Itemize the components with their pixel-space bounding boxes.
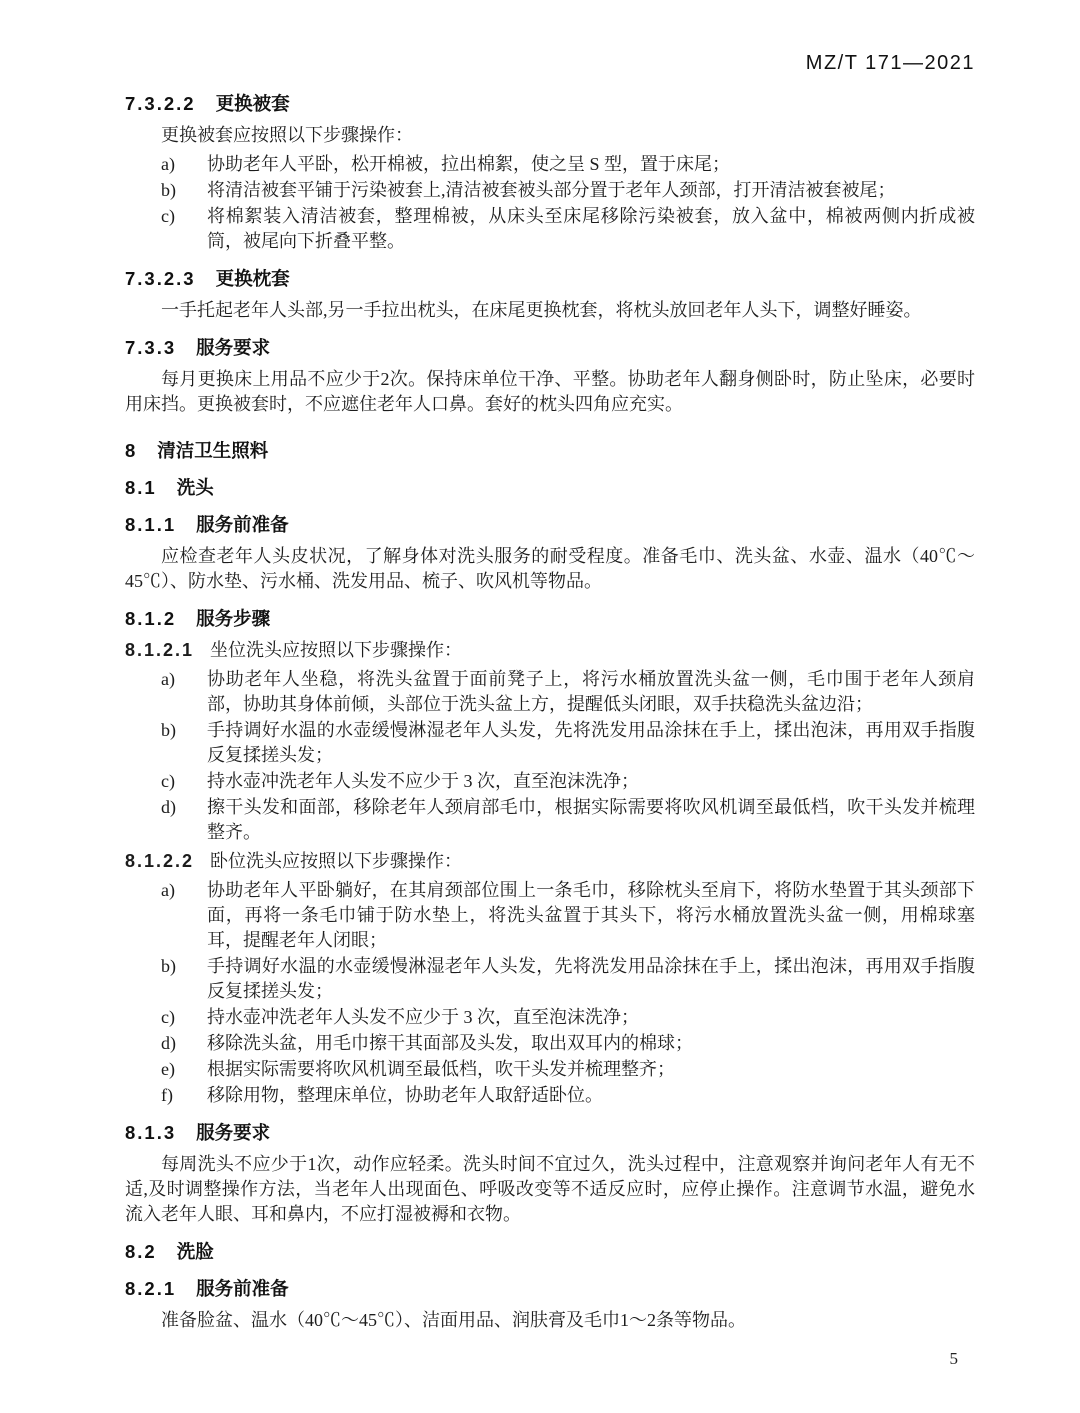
list-item-label: b) [161,720,176,740]
body-paragraph: 一手托起老年人头部,另一手拉出枕头，在床尾更换枕套，将枕头放回老年人头下，调整好睡姿。 [161,300,922,320]
body-paragraph: 准备脸盆、温水（40℃～45℃）、洁面用品、润肤膏及毛巾1～2条等物品。 [161,1310,746,1330]
section-heading [125,1276,975,1301]
heading-title: 洗头 [176,477,214,498]
list-item-label: b) [161,956,176,976]
heading-number: 8.2.1 [125,1278,177,1299]
list-item [125,178,975,203]
list-item-text: 协助老年人平卧，松开棉被，拉出棉絮，使之呈 S 型，置于床尾； [207,154,731,174]
body-paragraph: 每周洗头不应少于1次，动作应轻柔。洗头时间不宜过久，洗头过程中，注意观察并询问老年人有无不适,及时调整操作方法，当老年人出现面色、呼吸改变等不适反应时，应停止操作。注意调节水温，避免水流入老年人眼、耳和鼻内，不应打湿被褥和衣物。 [125,1154,975,1224]
list-item [125,718,975,768]
body-paragraph: 应检查老年人头皮状况，了解身体对洗头服务的耐受程度。准备毛巾、洗头盆、水壶、温水（40℃～45℃）、防水垫、污水桶、洗发用品、梳子、吹风机等物品。 [125,546,975,591]
heading-title: 更换被套 [215,93,290,114]
list-item-label: d) [161,1033,176,1053]
list-item-label: c) [161,206,175,226]
list-item-text: 协助老年人平卧躺好，在其肩颈部位围上一条毛巾，移除枕头至肩下，将防水垫置于其头颈部下面，再将一条毛巾铺于防水垫上，将洗头盆置于其头下，将污水桶放置洗头盆一侧，用棉球塞耳，提醒老年人闭眼； [207,880,975,950]
list-item-text: 持水壶冲洗老年人头发不应少于 3 次，直至泡沫洗净； [207,771,639,791]
list-item-text: 根据实际需要将吹风机调至最低档，吹干头发并梳理整齐； [207,1059,675,1079]
section-heading [125,335,975,360]
heading-title: 服务步骤 [196,608,271,629]
list-item [125,795,975,845]
clause-number: 8.1.2.1 [125,640,195,660]
heading-number: 8 [125,440,138,461]
heading-title: 服务要求 [196,1122,271,1143]
list-item [125,954,975,1004]
list-item-label: a) [161,669,175,689]
clause-paragraph [125,638,975,663]
heading-title: 更换枕套 [215,268,290,289]
heading-number: 8.1 [125,477,157,498]
heading-title: 洗脸 [176,1241,214,1262]
list-item [125,1005,975,1030]
document-content [0,75,1080,1333]
list-item-label: c) [161,1007,175,1027]
list-item [125,1057,975,1082]
section-heading [125,91,975,116]
list-item-label: d) [161,797,176,817]
list-item [125,1083,975,1108]
clause-text: 卧位洗头应按照以下步骤操作： [210,851,463,871]
list-item [125,152,975,177]
heading-title: 清洁卫生照料 [157,440,269,461]
list-item-label: e) [161,1059,175,1079]
heading-number: 7.3.3 [125,337,177,358]
list-item-text: 擦干头发和面部，移除老年人颈肩部毛巾，根据实际需要将吹风机调至最低档，吹干头发并梳理整齐。 [207,797,975,842]
section-heading [125,475,975,500]
list-item-text: 移除洗头盆，用毛巾擦干其面部及头发，取出双耳内的棉球； [207,1033,693,1053]
clause-number: 8.1.2.2 [125,851,195,871]
section-heading [125,1239,975,1264]
list-item-text: 将清洁被套平铺于污染被套上,清洁被套被头部分置于老年人颈部，打开清洁被套被尾； [207,180,896,200]
body-paragraph: 每月更换床上用品不应少于2次。保持床单位干净、平整。协助老年人翻身侧卧时，防止坠床，必要时用床挡。更换被套时，不应遮住老年人口鼻。套好的枕头四角应充实。 [125,369,975,414]
list-item [125,769,975,794]
heading-number: 7.3.2.3 [125,268,196,289]
section-heading [125,512,975,537]
heading-title: 服务前准备 [196,514,289,535]
list-item-label: b) [161,180,176,200]
page-number: 5 [949,1349,958,1368]
section-heading [125,1120,975,1145]
list-item-label: a) [161,154,175,174]
heading-number: 8.2 [125,1241,157,1262]
list-item-text: 持水壶冲洗老年人头发不应少于 3 次，直至泡沫洗净； [207,1007,639,1027]
heading-title: 服务要求 [196,337,271,358]
standard-code: MZ/T 171—2021 [805,52,975,74]
list-item [125,667,975,717]
clause-text: 坐位洗头应按照以下步骤操作： [210,640,463,660]
section-heading [125,606,975,631]
heading-title: 服务前准备 [196,1278,289,1299]
list-item [125,1031,975,1056]
list-item [125,204,975,254]
list-item-text: 手持调好水温的水壶缓慢淋湿老年人头发，先将洗发用品涂抹在手上，揉出泡沫，再用双手指腹反复揉搓头发； [207,720,975,765]
clause-paragraph [125,849,975,874]
heading-number: 8.1.2 [125,608,177,629]
list-item-text: 手持调好水温的水壶缓慢淋湿老年人头发，先将洗发用品涂抹在手上，揉出泡沫，再用双手指腹反复揉搓头发； [207,956,975,1001]
heading-number: 8.1.3 [125,1122,177,1143]
list-item-text: 协助老年人坐稳，将洗头盆置于面前凳子上，将污水桶放置洗头盆一侧，毛巾围于老年人颈肩部，协助其身体前倾，头部位于洗头盆上方，提醒低头闭眼，双手扶稳洗头盆边沿； [207,669,975,714]
body-paragraph: 更换被套应按照以下步骤操作： [161,125,413,145]
list-item-text: 移除用物，整理床单位，协助老年人取舒适卧位。 [207,1085,603,1105]
heading-number: 8.1.1 [125,514,177,535]
list-item [125,878,975,953]
list-item-text: 将棉絮装入清洁被套，整理棉被，从床头至床尾移除污染被套，放入盆中，棉被两侧内折成被筒，被尾向下折叠平整。 [207,206,975,251]
section-heading [125,438,975,463]
list-item-label: f) [161,1085,173,1105]
section-heading [125,266,975,291]
heading-number: 7.3.2.2 [125,93,196,114]
list-item-label: c) [161,771,175,791]
list-item-label: a) [161,880,175,900]
